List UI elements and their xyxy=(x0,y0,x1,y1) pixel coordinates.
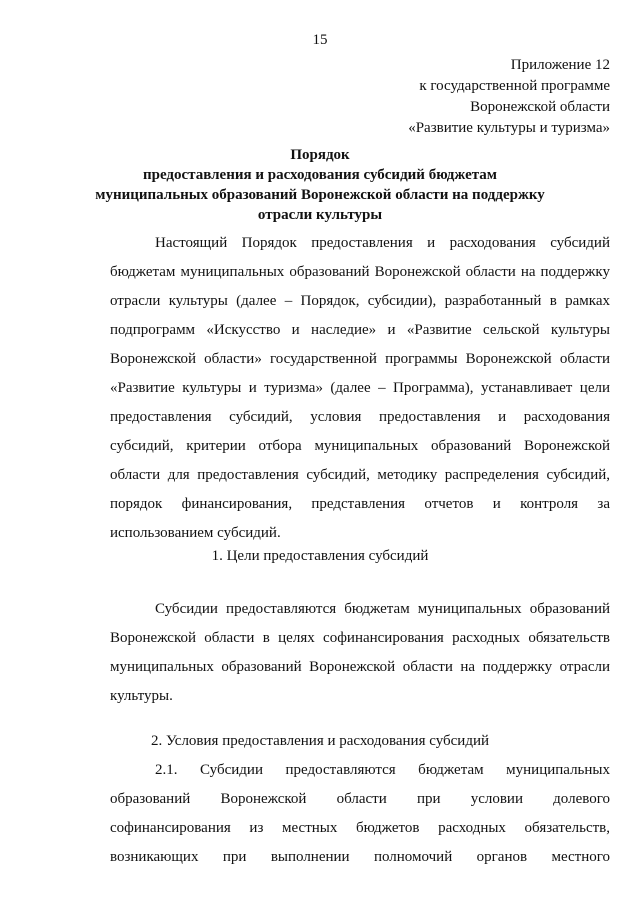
text-line: Воронежской области» государственной программы Воронежской области xyxy=(110,351,610,367)
title-line: предоставления и расходования субсидий бюджетам xyxy=(142,167,497,183)
text-line: бюджетам муниципальных образований Воронежской области на поддержку xyxy=(110,264,610,280)
title-line: отрасли культуры xyxy=(257,207,383,223)
text-line: 2.1. Субсидии предоставляются бюджетам муниципальных xyxy=(155,762,610,778)
text-line: Субсидии предоставляются бюджетам муниципальных образований xyxy=(155,601,610,617)
text-line: субсидий, критерии отбора муниципальных образований Воронежской xyxy=(110,438,610,454)
appendix-line: «Развитие культуры и туризма» xyxy=(408,120,610,136)
text-line: культуры. xyxy=(110,688,173,704)
appendix-line: к государственной программе xyxy=(419,78,610,94)
text-line: образований Воронежской области при условии долевого xyxy=(110,791,610,807)
text-line: «Развитие культуры и туризма» (далее – Программа), устанавливает цели xyxy=(110,380,610,396)
page-number: 15 xyxy=(312,32,328,48)
text-line: использованием субсидий. xyxy=(110,525,281,541)
intro-paragraph xyxy=(110,229,610,548)
text-line: возникающих при выполнении полномочий органов местного xyxy=(110,849,610,865)
document-title xyxy=(0,145,640,225)
text-line: Воронежской области в целях софинансирования расходных обязательств xyxy=(110,630,610,646)
text-line: порядок финансирования, представления отчетов и контроля за xyxy=(110,496,610,512)
text-line: Настоящий Порядок предоставления и расходования субсидий xyxy=(155,235,610,251)
text-line: подпрограмм «Искусство и наследие» и «Развитие сельской культуры xyxy=(110,322,610,338)
section2-paragraph xyxy=(110,756,610,872)
text-line: области для предоставления субсидий, методику распределения субсидий, xyxy=(110,467,610,483)
appendix-reference xyxy=(408,55,610,139)
text-line: муниципальных образований Воронежской области на поддержку отрасли xyxy=(110,659,610,675)
section1-paragraph xyxy=(110,595,610,711)
title-line: Порядок xyxy=(290,147,350,163)
title-line: муниципальных образований Воронежской области на поддержку xyxy=(95,187,545,203)
appendix-line: Воронежской области xyxy=(470,99,610,115)
text-line: предоставления субсидий, условия предоставления и расходования xyxy=(110,409,610,425)
text-line: софинансирования из местных бюджетов расходных обязательств, xyxy=(110,820,610,836)
text-line: отрасли культуры (далее – Порядок, субсидии), разработанный в рамках xyxy=(110,293,610,309)
section-heading: 1. Цели предоставления субсидий xyxy=(211,548,429,564)
section-heading: 2. Условия предоставления и расходования субсидий xyxy=(150,733,490,749)
appendix-line: Приложение 12 xyxy=(510,57,610,73)
